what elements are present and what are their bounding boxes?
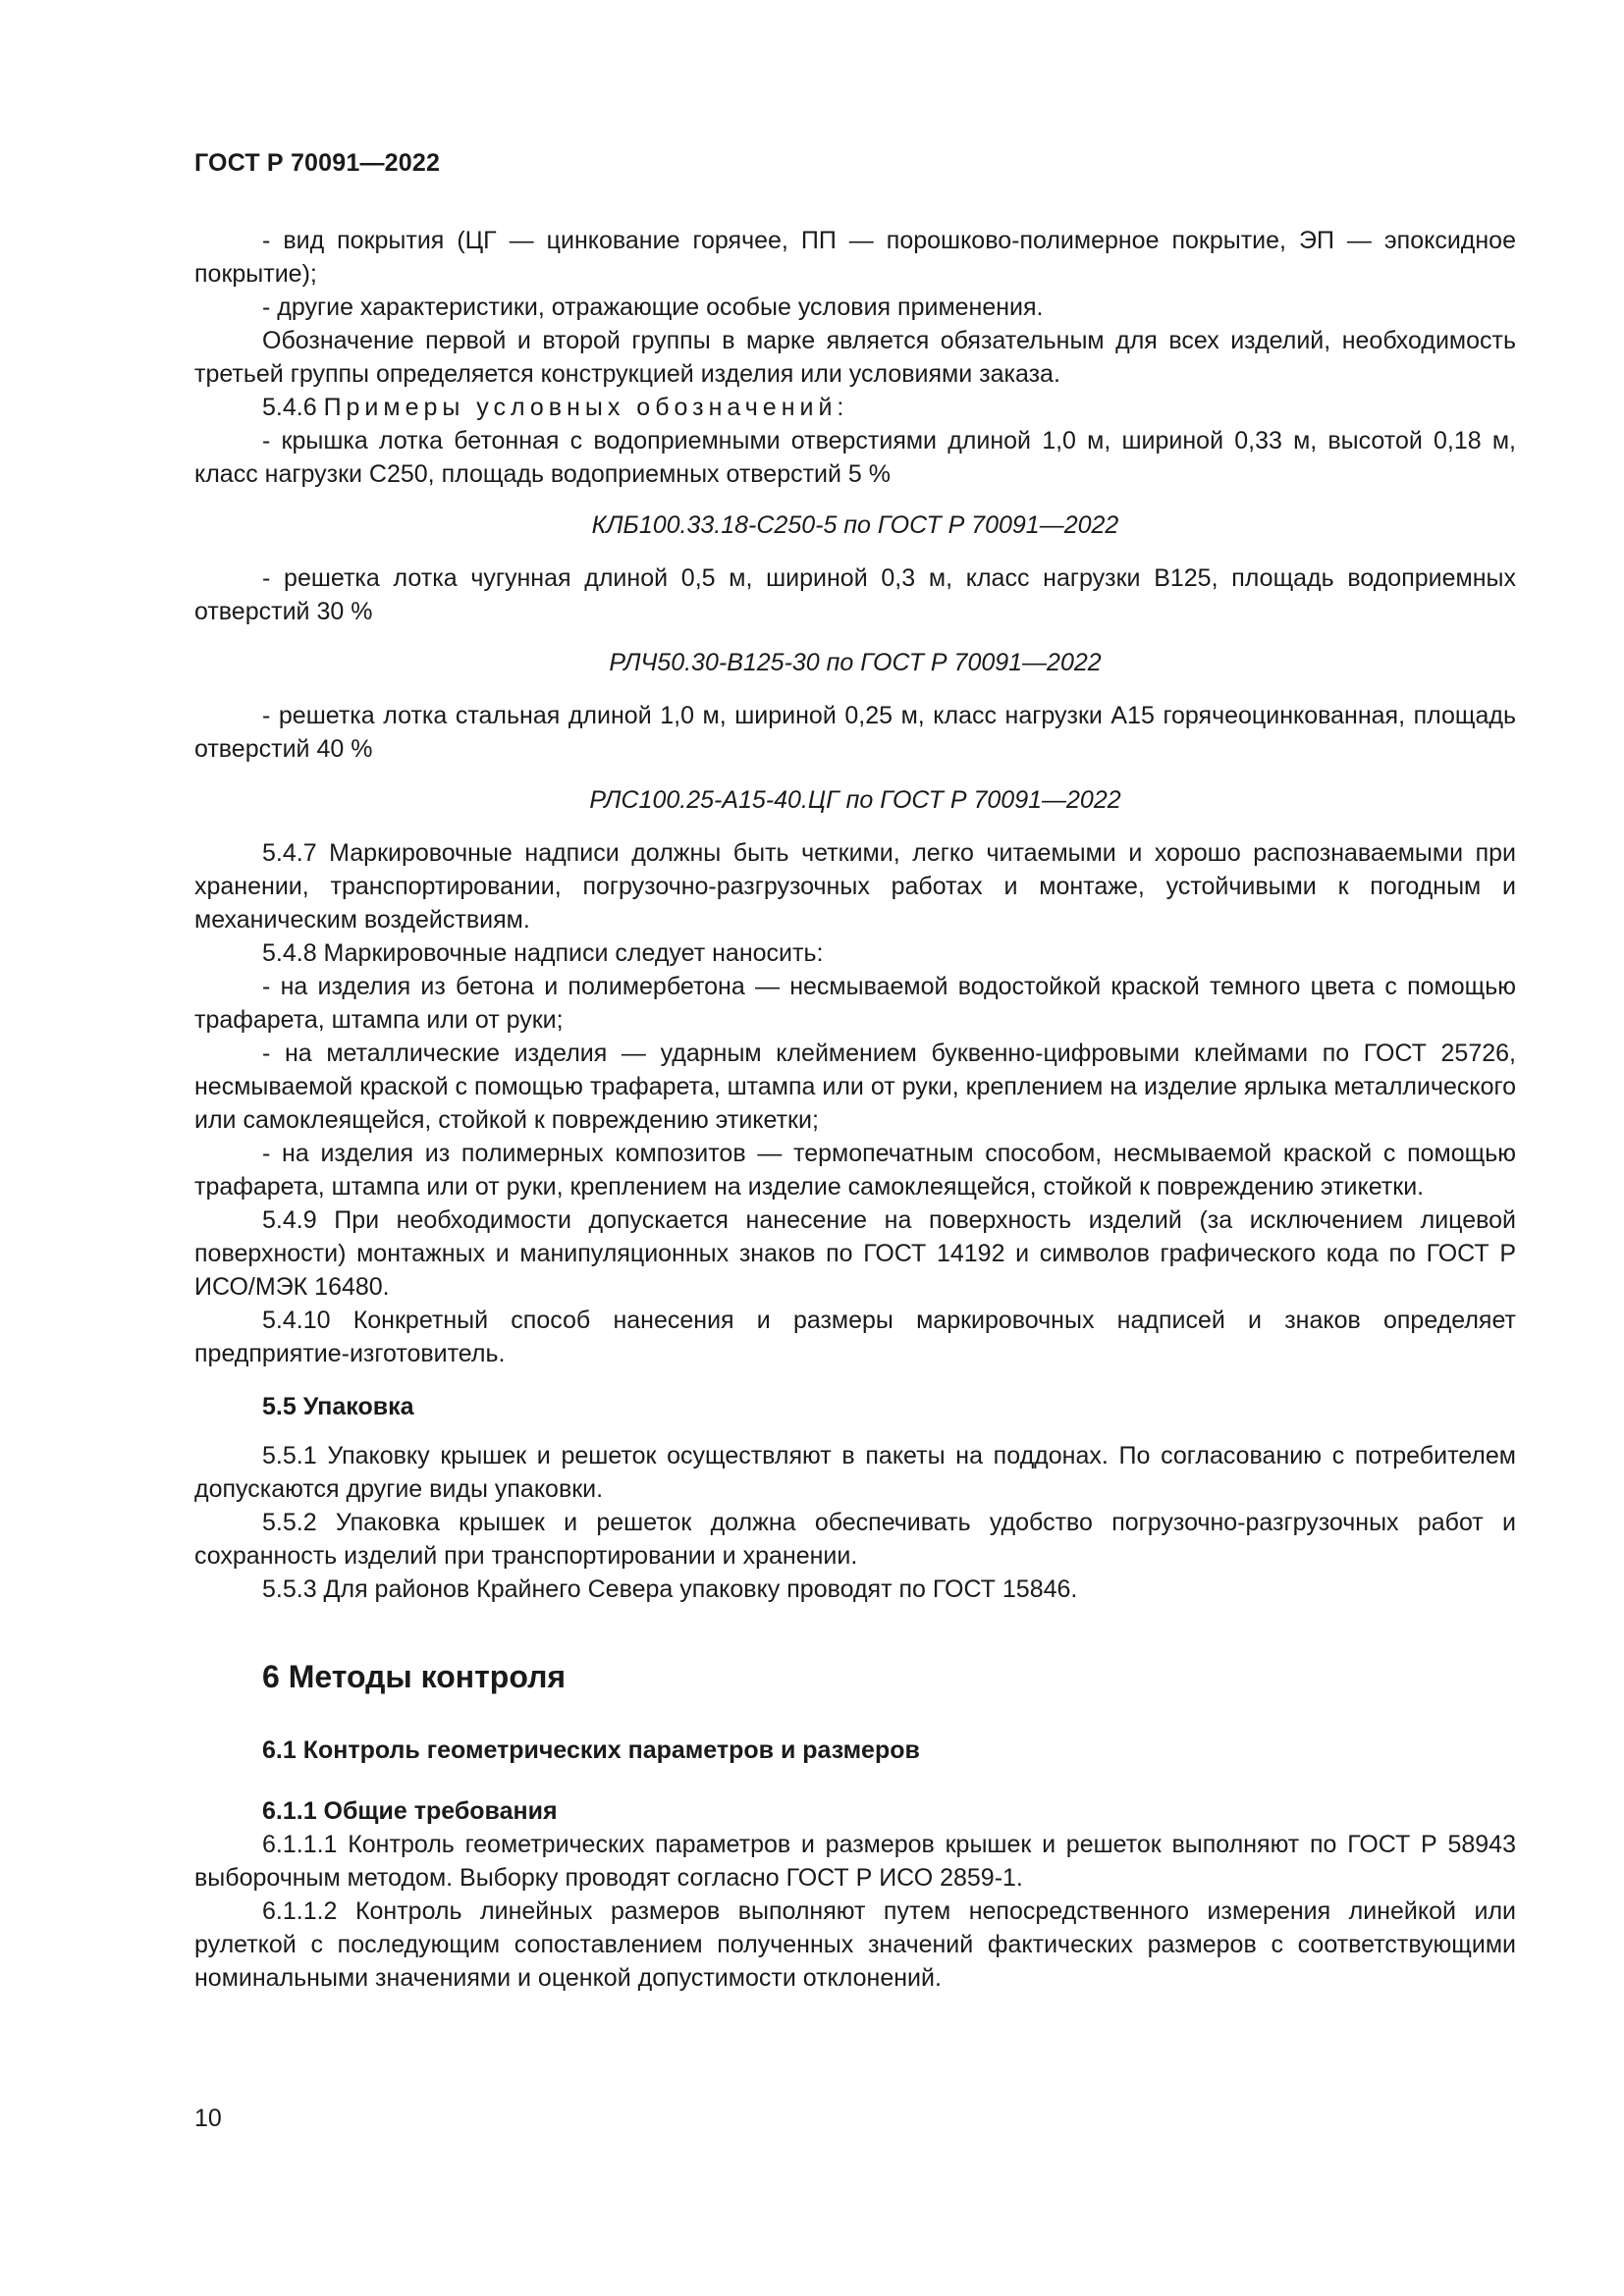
designation-example: РЛС100.25-А15-40.ЦГ по ГОСТ Р 70091—2022 [589,786,1121,814]
subsection-heading: 6.1.1 Общие требования [262,1797,558,1825]
paragraph: - крышка лотка бетонная с водоприемными отверстиями длиной 1,0 м, шириной 0,33 м, высотой 0,18 м, класс нагрузки С250, площадь водоприемных отверстий 5 % [194,427,1516,488]
paragraph: 5.5.3 Для районов Крайнего Севера упаковку проводят по ГОСТ 15846. [262,1575,1078,1603]
designation-example: РЛЧ50.30-В125-30 по ГОСТ Р 70091—2022 [609,649,1102,676]
document-body [194,224,1516,1995]
paragraph: - на металлические изделия — ударным клеймением буквенно-цифровыми клеймами по ГОСТ 25726, несмываемой краской с помощью трафарета, штампа или от руки, креплением на изделие ярлыка металлического или самоклеящейся, стойкой к повреждению этикетки; [194,1040,1516,1134]
page-number: 10 [194,2105,222,2132]
chapter-heading: 6 Методы контроля [262,1659,567,1694]
paragraph: 5.4.10 Конкретный способ нанесения и размеры маркировочных надписей и знаков определяет предприятие-изготовитель. [194,1307,1516,1367]
paragraph: - на изделия из полимерных композитов — термопечатным способом, несмываемой краской с помощью трафарета, штампа или от руки, креплением на изделие самоклеящейся, стойкой к повреждению этикетки. [194,1140,1516,1201]
paragraph: 5.5.2 Упаковка крышек и решеток должна обеспечивать удобство погрузочно-разгрузочных работ и сохранность изделий при транспортировании и хранении. [194,1509,1516,1570]
section-heading: 6.1 Контроль геометрических параметров и размеров [262,1736,920,1764]
examples-label: Примеры условных обозначений: [323,394,849,421]
paragraph: Обозначение первой и второй группы в марке является обязательным для всех изделий, необходимость третьей группы определяется конструкцией изделия или условиями заказа. [194,327,1516,388]
section-heading: 5.5 Упаковка [262,1393,414,1420]
document-header: ГОСТ Р 70091—2022 [194,149,441,177]
paragraph: 6.1.1.1 Контроль геометрических параметров и размеров крышек и решеток выполняют по ГОСТ Р 58943 выборочным методом. Выборку проводят согласно ГОСТ Р ИСО 2859-1. [194,1831,1516,1892]
designation-example: КЛБ100.33.18-С250-5 по ГОСТ Р 70091—2022 [591,511,1119,539]
paragraph: - другие характеристики, отражающие особые условия применения. [262,294,1044,321]
paragraph: - на изделия из бетона и полимербетона — несмываемой водостойкой краской темного цвета с помощью трафарета, штампа или от руки; [194,973,1516,1034]
clause-number: 5.4.6 [262,394,317,421]
document-page [194,0,1516,2296]
paragraph: - решетка лотка чугунная длиной 0,5 м, шириной 0,3 м, класс нагрузки В125, площадь водоприемных отверстий 30 % [194,564,1516,625]
paragraph: 6.1.1.2 Контроль линейных размеров выполняют путем непосредственного измерения линейкой или рулеткой с последующим сопоставлением полученных значений фактических размеров с соответствующими номинальными значениями и оценкой допустимости отклонений. [194,1897,1516,1992]
paragraph: 5.4.7 Маркировочные надписи должны быть четкими, легко читаемыми и хорошо распознаваемыми при хранении, транспортировании, погрузочно-разгрузочных работах и монтаже, устойчивыми к погодным и механическим воздействиям. [194,839,1516,934]
paragraph: - решетка лотка стальная длиной 1,0 м, шириной 0,25 м, класс нагрузки А15 горячеоцинкованная, площадь отверстий 40 % [194,702,1516,763]
paragraph: 5.4.9 При необходимости допускается нанесение на поверхность изделий (за исключением лицевой поверхности) монтажных и манипуляционных знаков по ГОСТ 14192 и символов графического кода по ГОСТ Р ИСО/МЭК 16480. [194,1206,1516,1301]
paragraph: 5.5.1 Упаковку крышек и решеток осуществляют в пакеты на поддонах. По согласованию с потребителем допускаются другие виды упаковки. [194,1442,1516,1503]
paragraph: 5.4.8 Маркировочные надписи следует наносить: [262,939,824,967]
paragraph: - вид покрытия (ЦГ — цинкование горячее, ПП — порошково-полимерное покрытие, ЭП — эпоксидное покрытие); [194,227,1516,288]
examples-heading [194,391,1516,424]
